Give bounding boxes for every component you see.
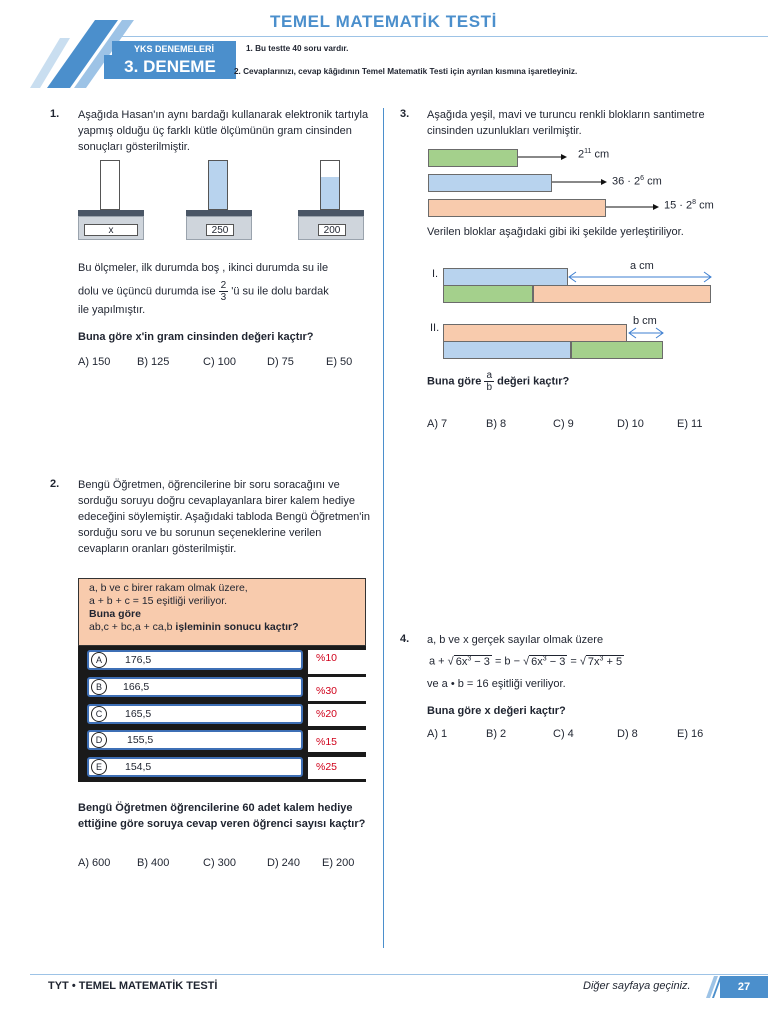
answer-pct-e: %25: [308, 757, 372, 779]
q4-text: a, b ve x gerçek sayılar olmak üzere: [427, 634, 604, 646]
orange-block: [428, 199, 606, 217]
full-cup: [208, 160, 228, 210]
green-length-label: $2^{11}$ cm: [578, 148, 610, 161]
arr2-blue-block: [443, 341, 571, 359]
answer-letter-d: D: [91, 732, 107, 748]
header-rule: [120, 36, 768, 37]
blue-length-label: $36 \cdot 2^6$ cm: [612, 175, 662, 188]
answer-value-d: 155,5: [127, 734, 154, 746]
b-length-arrow: [626, 326, 666, 340]
q2-option-c[interactable]: C) 300: [203, 857, 237, 869]
q2-box-line-4: ab,c + bc,a + ca,b işleminin sonucu kaçtır?: [89, 621, 299, 633]
footer-rule: [30, 974, 768, 975]
footer-test-name: TYT • TEMEL MATEMATİK TESTİ: [48, 980, 218, 992]
instruction-1: 1. Bu testte 40 soru vardır.: [246, 44, 349, 53]
q1-body-line-2: dolu ve üçüncü durumda ise $\frac{2}{3}$ 'ü su ile dolu bardak: [78, 280, 329, 303]
q4-text-2: ve a • b = 16 eşitliği veriliyor.: [427, 678, 566, 690]
q2-option-a[interactable]: A) 600: [78, 857, 111, 869]
q1-number: 1.: [50, 108, 60, 120]
q1-question: Buna göre x'in gram cinsinden değeri kaçtır?: [78, 331, 314, 343]
answer-pct-a: %10: [308, 650, 372, 674]
q1-body-line-3: ile yapılmıştır.: [78, 304, 146, 316]
q4-option-a[interactable]: A) 1: [427, 728, 448, 740]
arr1-green-block: [443, 285, 533, 303]
answer-value-a: 176,5: [125, 654, 152, 666]
q3-text-2: Verilen bloklar aşağıdaki gibi iki şekilde yerleştiriliyor.: [427, 226, 684, 238]
q3-question: Buna göre $\frac{a}{b}$ değeri kaçtır?: [427, 370, 570, 393]
q4-question: Buna göre x değeri kaçtır?: [427, 705, 566, 717]
footer-next-page: Diğer sayfaya geçiniz.: [583, 980, 691, 992]
exam-number-badge: 3. DENEME: [104, 55, 236, 79]
a-length-label: a cm: [630, 260, 654, 272]
q4-option-d[interactable]: D) 8: [617, 728, 638, 740]
answer-letter-e: E: [91, 759, 107, 775]
q2-question: Bengü Öğretmen öğrencilerine 60 adet kalem hediye ettiğine göre soruya cevap veren öğrenci sayısı kaçtır?: [78, 802, 366, 830]
q4-equation: a + √ $6x^3 - 3 = b$ − √ $6x^3 - 3$ = √ $7x^3 + 5$: [429, 655, 623, 668]
q4-number: 4.: [400, 633, 410, 645]
answer-row-b: [87, 677, 303, 697]
q1-scales-figure: [78, 160, 368, 244]
q4-option-e[interactable]: E) 16: [677, 728, 704, 740]
green-block: [428, 149, 518, 167]
q2-box-line-1: a, b ve c birer rakam olmak üzere,: [89, 582, 248, 594]
column-divider: [383, 108, 384, 948]
scale-2-reading: 250: [206, 224, 234, 236]
q2-box-line-2: a + b + c = 15 eşitliği veriliyor.: [89, 595, 228, 607]
answer-row-c: [87, 704, 303, 724]
arr1-orange-block: [533, 285, 711, 303]
q1-option-a[interactable]: A) 150: [78, 356, 111, 368]
orange-length-label: $15 \cdot 2^8$ cm: [664, 199, 714, 212]
answer-pct-b: %30: [308, 677, 372, 701]
arr2-orange-block: [443, 324, 627, 342]
two-thirds-cup: [320, 160, 340, 210]
arrangement-1-label: I.: [432, 268, 439, 280]
instruction-2: 2. Cevaplarınızı, cevap kâğıdının Temel Matematik Testi için ayrılan kısmına işaretleyiniz.: [234, 67, 578, 76]
answer-value-e: 154,5: [125, 761, 152, 773]
answer-value-b: 166,5: [123, 681, 150, 693]
q1-option-c[interactable]: C) 100: [203, 356, 237, 368]
q2-option-b[interactable]: B) 400: [137, 857, 170, 869]
answer-letter-c: C: [91, 706, 107, 722]
q3-option-c[interactable]: C) 9: [553, 418, 574, 430]
q3-text: Aşağıda yeşil, mavi ve turuncu renkli blokların santimetre cinsinden uzunlukları verilmiştir.: [427, 109, 705, 137]
scale-3-reading: 200: [318, 224, 346, 236]
page-title: TEMEL MATEMATİK TESTİ: [270, 12, 497, 31]
q3-option-b[interactable]: B) 8: [486, 418, 507, 430]
q2-option-e[interactable]: E) 200: [322, 857, 355, 869]
q3-option-d[interactable]: D) 10: [617, 418, 644, 430]
b-length-label: b cm: [633, 315, 657, 327]
answer-pct-c: %20: [308, 704, 372, 726]
answer-letter-a: A: [91, 652, 107, 668]
page-number: 27: [720, 976, 768, 998]
answer-row-a: [87, 650, 303, 670]
q1-body-line-1: Bu ölçmeler, ilk durumda boş , ikinci durumda su ile: [78, 262, 329, 274]
answer-letter-b: B: [91, 679, 107, 695]
q2-text: Bengü Öğretmen, öğrencilerine bir soru soracağını ve sorduğu soruyu doğru cevaplayanlara birer kalem hediye edeceğini söylemiştir. Aşağıdaki tabloda Bengü Öğretmen'in sorduğu soru ve bu sorunun seçeneklerine verilen cevapların oranları gösterilmiştir.: [78, 479, 370, 555]
q3-number: 3.: [400, 108, 410, 120]
answer-row-d: [87, 730, 303, 750]
blue-block: [428, 174, 552, 192]
answer-value-c: 165,5: [125, 708, 152, 720]
q1-text: Aşağıda Hasan'ın aynı bardağı kullanarak elektronik tartıyla yapmış olduğu üç farklı kütle ölçümünün gram cinsinden sonuçları gösterilmiştir.: [78, 109, 369, 153]
arr1-blue-block: [443, 268, 568, 286]
q1-option-b[interactable]: B) 125: [137, 356, 170, 368]
q2-box-line-3: Buna göre: [89, 608, 141, 620]
q1-option-d[interactable]: D) 75: [267, 356, 294, 368]
q1-option-e[interactable]: E) 50: [326, 356, 353, 368]
empty-cup: [100, 160, 120, 210]
a-length-arrow: [566, 270, 714, 284]
arrangement-2-label: II.: [430, 322, 440, 334]
answer-row-e: [87, 757, 303, 777]
q2-question-box: [78, 578, 366, 646]
q4-option-c[interactable]: C) 4: [553, 728, 574, 740]
scale-1-reading: x: [84, 224, 138, 236]
q3-option-a[interactable]: A) 7: [427, 418, 448, 430]
q3-option-e[interactable]: E) 11: [677, 418, 703, 430]
q4-option-b[interactable]: B) 2: [486, 728, 507, 740]
answer-pct-d: %15: [308, 730, 372, 752]
q2-option-d[interactable]: D) 240: [267, 857, 301, 869]
q2-number: 2.: [50, 478, 60, 490]
exam-series-badge: YKS DENEMELERİ: [112, 41, 236, 57]
arr2-green-block: [571, 341, 663, 359]
